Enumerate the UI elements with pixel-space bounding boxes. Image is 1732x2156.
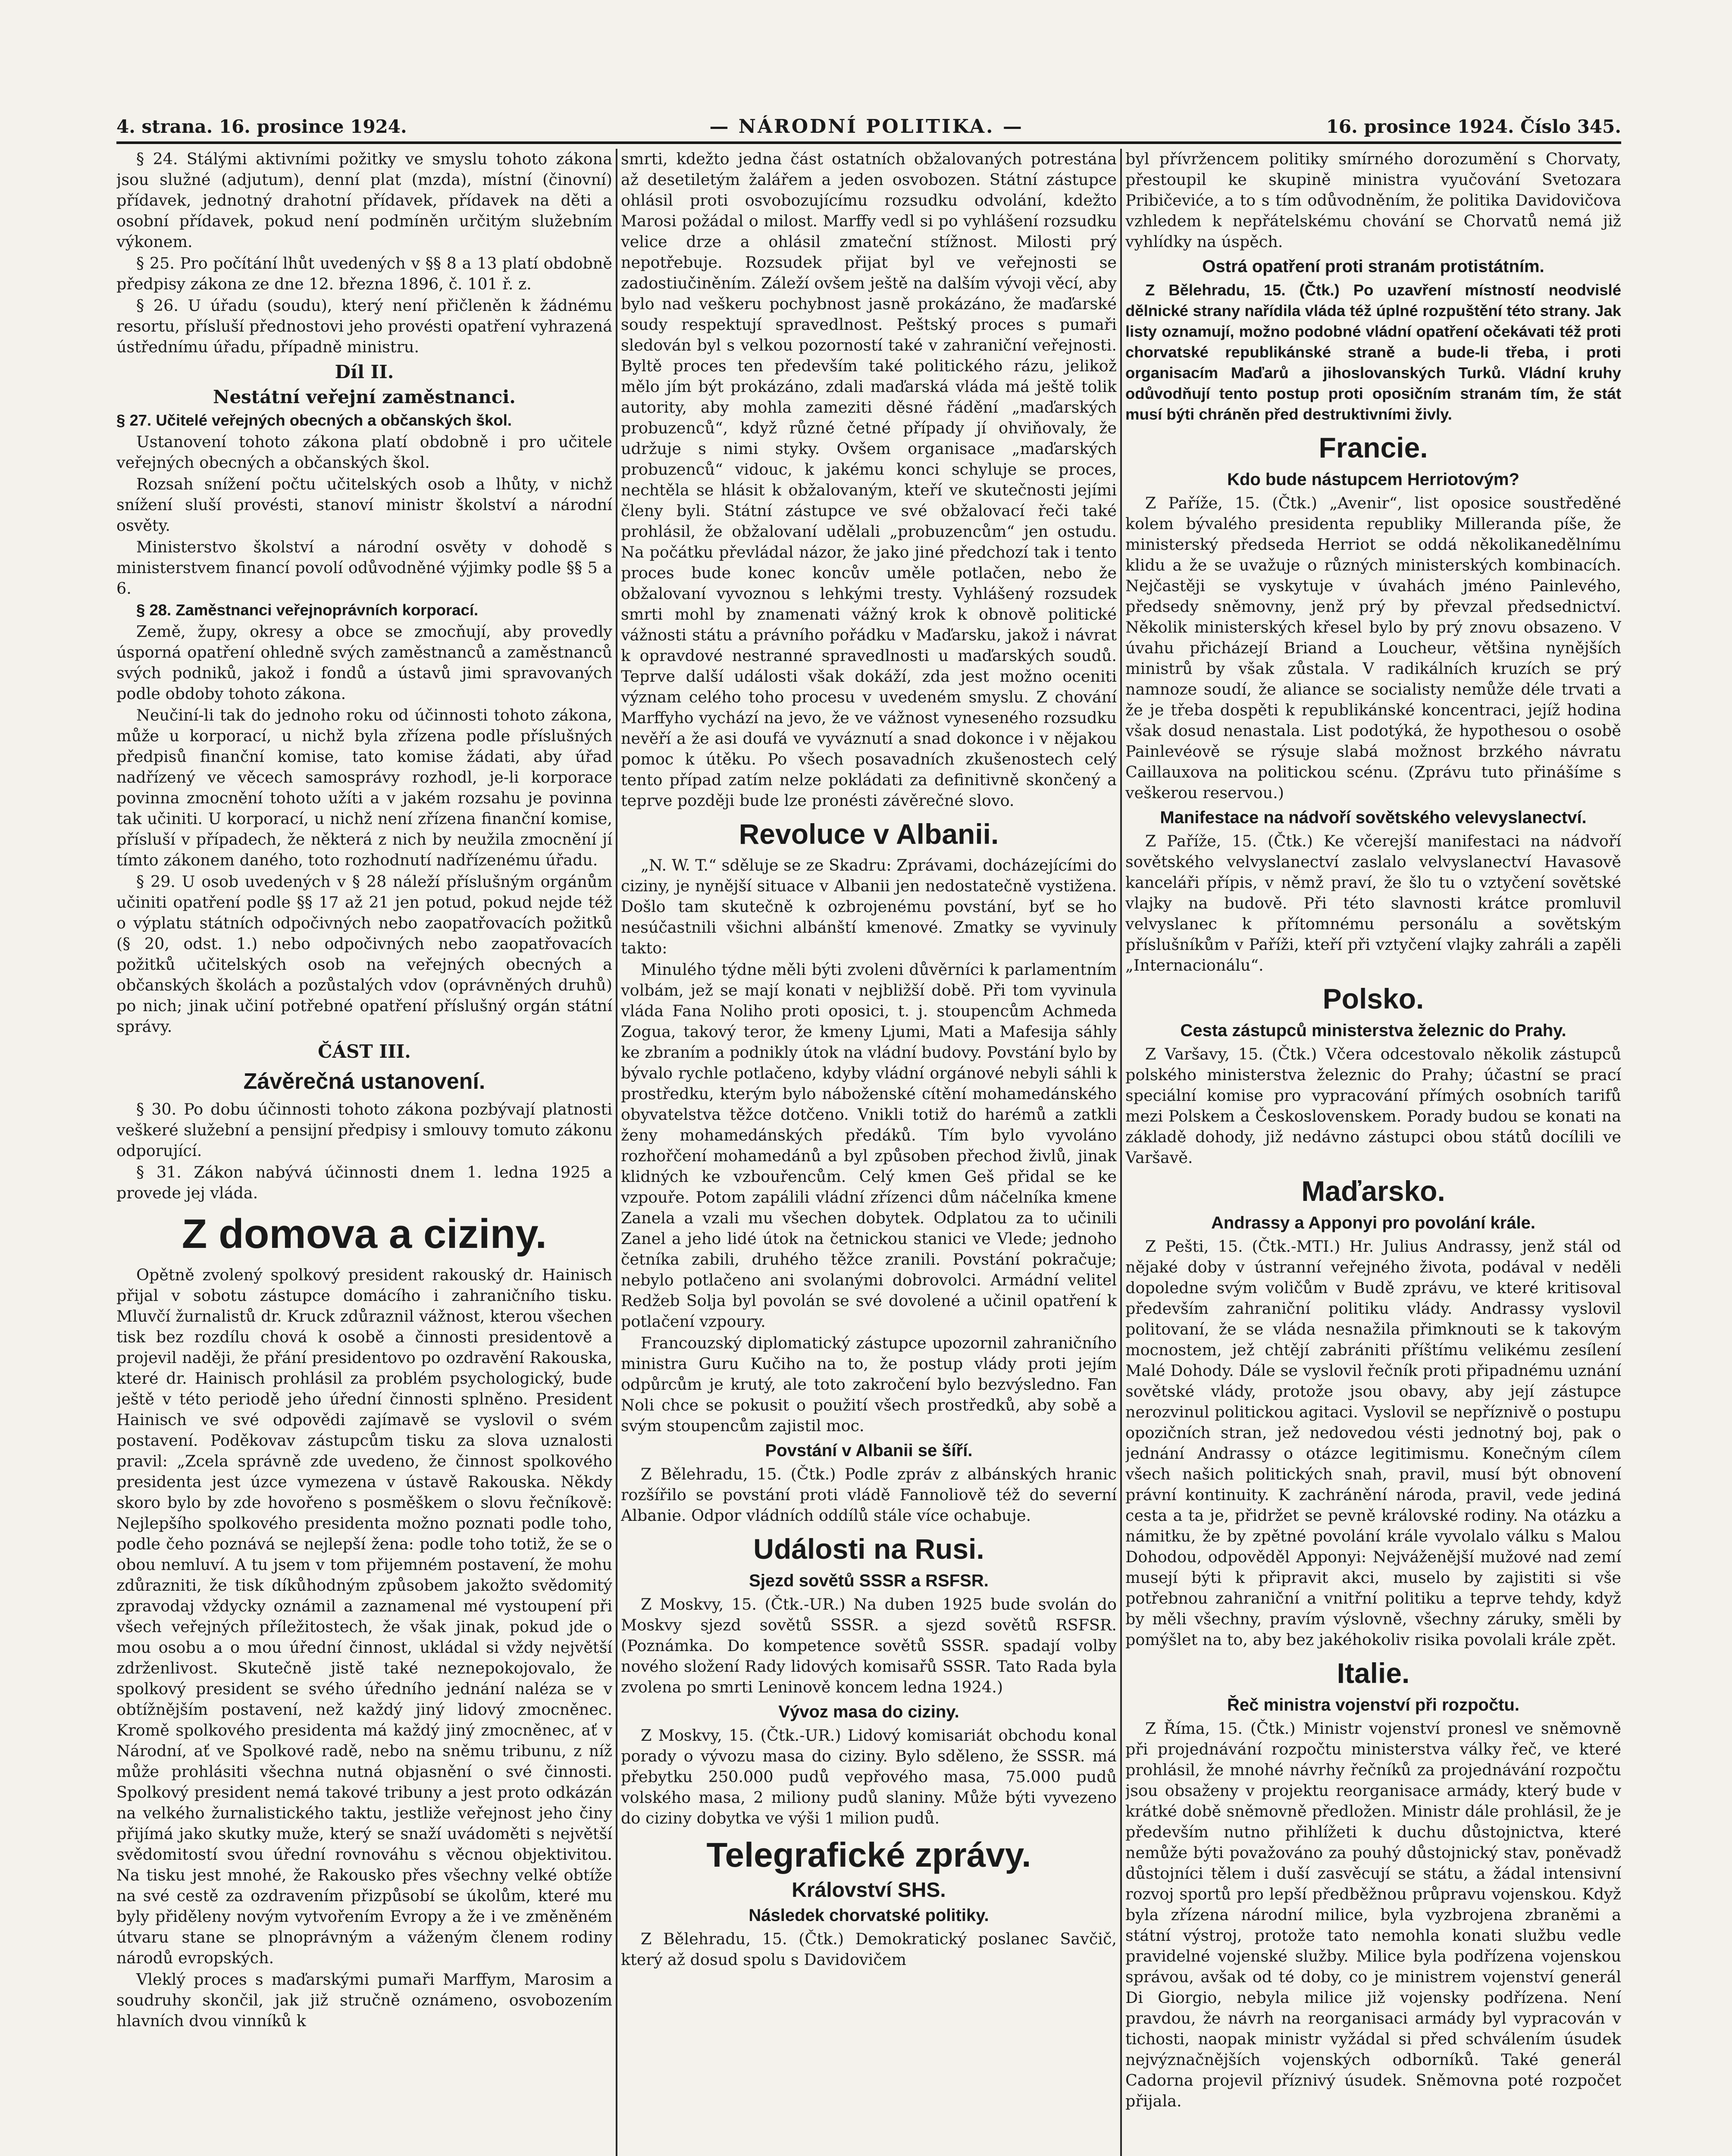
paragraph: Opětně zvolený spolkový president rakouský dr. Hainisch přijal v sobotu zástupce domácího i zahraničního tisku. Mluvčí žurnalistů dr. Kruck zdůraznil vážnost, kterou všechen tisk bez rozdílu chová k osobě a činnosti presidentově a projevil naději, že přání presidentovo po ozdravění Rakouska, které dr. Hainisch prohlásil za problém psychologický, bude ještě v této periodě jeho úřední činnosti splněno. President Hainisch ve své odpovědi zajímavě se vyslovil o svém postavení. Poděkovav zástupcům tisku za slova uznalosti pravil: „Zcela správně zde uvedeno, že činnost spolkového presidenta jest úzce vymezena v ústavě Rakouska. Někdy skoro bylo by zde hovořeno s posměškem o slovu řečníkově: Nejlepšího spolkového presidenta možno poznati podle toho, podle čeho poznává se nejlepší žena: podle toho totiž, že se o obou nemluví. A tu jsem v tom přijemném postavení, že mohu zdůrazniti, že tisk díkůhodným způsobem jakožto svědomitý zpravodaj vždycky oznámil a zaznamenal mé vystoupení při všech veřejných příležitostech, že však jinak, pokud jde o mou osobu a o mou úřední činnost, ukládal si vždy největší zdrženlivost. Skutečně jistě také neznepokojovalo, že spolkový president se svého úředního jednání naléza se v obtížnějším postavení, než každý jiný lidový zmocněnec. Kromě spolkového presidenta má každý jiný zmocněnec, ať v Národní, ať ve Spolkové radě, nebo na sněmu tribunu, z níž může prohlásiti všechna nutná objasnění o své činnosti. Spolkový president nemá takové tribuny a jest proto odkázán na velkého žurnalistického taktu, jestliže veřejnost jeho činy přijímá jako skutky muže, který se snaží uvádoměti s největší svědomitostí svou úřední rovnováhu s věcnou objektivitou. Na tisku jest mnohé, že Rakousko přes všechny velké obtíže na své cestě za ozdravením přizpůsobí se úkolům, které mu byly přiděleny novým vytvořením Evropy a že i ve změněném útvaru stane se plnoprávným a váženým členem rodiny národů evropských. <box>116 1266 612 1967</box>
paragraph: smrti, kdežto jedna část ostatních obžalovaných potrestána až desetiletým žalářem a jeden osvobozen. Státní zástupce ohlásil proti osvobozujícímu rozsudku odvolání, kdežto Marosi požádal o milost. Marffy vedl si po vyhlášení rozsudku velice drze a ohlásil zmateční stížnost. Milosti prý nepotřebuje. Rozsudek přijat byl ve veřejnosti se zadostiučiněním. Záleží ovšem ještě na dalším vývoji věcí, aby bylo nad veškeru pochybnost jasně prokázáno, že maďarské soudy respektují spravedlnost. Peštský proces s pumaři sledován byl s velkou pozorností také v zahraniční veřejnosti. Byltě proces ten především také politického rázu, jelikož mělo jím být prokázáno, zdali maďarská vláda má ještě tolik autority, aby mohla zameziti děsné řádění „maďarských probuzenců“, když různé četné případy jí ohviňovaly, že udržuje s nimi styky. Ovšem organisace „maďarských probuzenců“ vidouc, k jakému konci schyluje se proces, nechtěla se hlásit k obžalovaným, kteří ve skutečnosti jejími členy byli. Státní zástupce ve své obžalovací řeči také prohlásil, že obžalovaní udělali „probuzencům“ jen ostudu. Na počátku převládal názor, že jako jiné předchozí tak i tento proces bude konec koncův uměle potlačen, nebo že obžalovaní vyvoznou s lehkými tresty. Vyhlášený rozsudek smrti mohl by znamenati vážný krok k obnově politické vážnosti státu a právního pořádku v Maďarsku, jakož i návrat k opravdové nestranné spravedlnosti u maďarských soudů. Teprve další události však dokáží, zda jest možno oceniti význam celého toho procesu v uvedeném smyslu. Z chování Marffyho vychází na jevo, že ve vážnost vyneseného rozsudku nevěří a že asi doufá ve vyváznutí a snad dokonce i v nějakou pomoc k útěku. Po všech posavadních zkušenostech celý tento případ zatím nelze pokládati za definitivně skončený a teprve později bude lze pronésti závěrečné slovo. <box>621 150 1117 810</box>
paragraph: Z Moskvy, 15. (Čtk.-UR.) Lidový komisariát obchodu konal porady o vývozu masa do ciziny. Bylo sděleno, že SSSR. má přebytku 250.000 pudů vepřového masa, 75.000 pudů volského masa, 2 miliony pudů slaniny. Může býti vyvezeno do ciziny dobytka ve výši 1 milion pudů. <box>621 1726 1117 1827</box>
paragraph: Francouzský diplomatický zástupce upozornil zahraničního ministra Guru Kučiho na to, že postup vlády proti jejím odpůrcům je krutý, ale toto zakročení bylo bezvýsledno. Fan Noli chce se pokusit o použití všech prostředků, aby sobě a svým stoupencům zajistil moc. <box>621 1334 1117 1435</box>
paragraph: § 24. Stálými aktivními požitky ve smyslu tohoto zákona jsou služné (adjutum), denní plat (mzda), místní (činovní) přídavek, jednotný drahotní přídavek, přídavek na děti a osobní přídavek, pokud není podmíněn určitým služebním výkonem. <box>116 150 612 251</box>
section-heading: § 27. Učitelé veřejných obecných a občanských škol. <box>116 411 512 429</box>
paragraph: Neučiní-li tak do jednoho roku od účinnosti tohoto zákona, může u korporací, u nichž byla zřízena podle příslušných předpisů finanční komise, tato komise žádati, aby úřad nadřízený ve věcech samosprávy rozhodl, je-li korporace povinna zmocnění tohoto užíti a v jakém rozsahu je povinna tak učiniti. U korporací, u nichž není zřízena finanční komise, přísluší v případech, že některá z nich by neužila zmocnění jí tímto zákonem daného, toto rozhodnutí nadřízenému úřadu. <box>116 706 612 869</box>
paragraph: § 25. Pro počítání lhůt uvedených v §§ 8 a 13 platí obdobně předpisy zákona ze dne 12. března 1896, č. 101 ř. z. <box>116 254 612 293</box>
paragraph: Z Říma, 15. (Čtk.) Ministr vojenství pronesl ve sněmovně při projednávání rozpočtu ministerstva války řeč, ve které prohlásil, že mnohé návrhy řečníků za projednávání rozpočtu jsou obsaženy v projektu reorganisace armády, který bude v krátké době sněmovně předložen. Ministr dále prohlásil, že je především nutno přihlížeti k duchu důstojnictva, které nemůže býti považováno za pouhý důstojnický stav, poněvadž důstojníci tělem i duší zasvěcují se státu, a žádal intensivní rozvoj sportů pro lepší předběžnou průpravu vojenskou. Když byla zřízena národní milice, byla vyzbrojena zbraněmi a státní výstroj, protože tato nemohla konati službu vedle pravidelné vojenské služby. Milice byla podřízena vojenskou správou, avšak od té doby, co je ministrem vojenství generál Di Giorgio, nebyla milice již vojensky podřízena. Není pravdou, že návrh na reorganisaci armády byl vypracován v tichosti, naopak ministr vyžádal si před schválením úsudek nejvýznačnějších vojenských odborníků. Také generál Cadorna projevil příznivý úsudek. Sněmovna poté rozpočet přijala. <box>1125 1719 1621 2110</box>
paragraph: § 30. Po dobu účinnosti tohoto zákona pozbývají platnosti veškeré služební a pensijní předpisy i smlouvy tomuto zákonu odporující. <box>116 1100 612 1160</box>
paragraph: Minulého týdne měli býti zvoleni důvěrníci k parlamentním volbám, jež se mají konati v nejbližší době. Při tom vyvinula vláda Fana Noliho proti oposici, t. j. stoupencům Achmeda Zogua, takový teror, že kmeny Ljumi, Mati a Mafesija sáhly ke zbraním a podnikly útok na vládní budovy. Povstání bylo by bývalo rychle potlačeno, kdyby vládní orgánové nebyli sáhli k prostředku, kterým bylo náboženské cítění mohamedánského obyvatelstva těžce dotčeno. Vnikli totiž do harémů a zatkli ženy mohamedánských předáků. Tím bylo vyvoláno rozhořčení mohamedánů a byl způsoben přechod živlů, jinak klidných ke vzbouřencům. Celý kmen Geš přidal se ke vzpouře. Potom zapálili vládní zřízenci dům náčelníka kmene Zanela a vzali mu všechen dobytek. Odplatou za to učinili Zanel a jeho lidé útok na četnickou stanici ve Vlede; jednoho četníka zabili, druhého těžce zranili. Povstání pokračuje; nebylo potlačeno ani svolanými dobrovolci. Armádní velitel Redžeb Solja byl povolán se své dovolené a učinil opatření k potlačení vzpoury. <box>621 960 1117 1331</box>
paragraph: Z Bělehradu, 15. (Čtk.) Podle zpráv z albánských hranic rozšířilo se povstání proti vládě Fannoliově též do severní Albanie. Odpor vládních oddílů stále více ochabuje. <box>621 1465 1117 1525</box>
article-subtitle: Andrassy a Apponyi pro povolání krále. <box>1211 1213 1536 1232</box>
paragraph: Z Pešti, 15. (Čtk.-MTI.) Hr. Julius Andrassy, jenž stál od nějaké doby v ústranní veřejného života, podával v neděli dopoledne svým voličům v Budě zprávu, ve které kritisoval především zahraniční politiku vlády. Andrassy vyslovil politovaní, že se vláda nesnažila přimknouti se k takovým mocnostem, jež chtějí zabrániti příštímu velikému zesílení Malé Dohody. Dále se vyslovil řečník proti připadnému uznání sovětské vlády, protože jsou obavy, aby její zástupce nerozvinul politickou agitaci. Vyslovil se nepříznivě o postupu opozičních stran, jež nedovedou vésti jednotný boj, pak o jednání Andrassy o otázce legitimismu. Konečným cílem všech našich politických snah, pravil, musí být obnovení právní kontinuity. K zachránění národa, pravil, vede jediná cesta a ta je, přidržet se pevně královské rodiny. Na otázku a námitku, že by zpětné povolání krále vyvolalo válku s Malou Dohodou, odpověděl Apponyi: Nejváženější mužové nad zemí musejí býti k připravit akci, muselo by zajistiti si vše potřebnou zahraniční a vnitřní politiku a teprve tehdy, když by měli všechny, pravím výslovně, všechny záruky, směli by pomýšlet na to, aby bez jakéhokoliv risika povolali krále zpět. <box>1125 1237 1621 1649</box>
section-title: Z domova a ciziny. <box>182 1211 547 1257</box>
article-title: Maďarsko. <box>1301 1175 1445 1207</box>
paragraph: Z Moskvy, 15. (Čtk.-UR.) Na duben 1925 bude svolán do Moskvy sjezd sovětů SSSR. a sjezd sovětů RSFSR. (Poznámka. Do kompetence sovětů SSSR. spadají volby nového složení Rady lidových komisařů SSSR. Tato Rada byla zvolena po smrti Leninově koncem ledna 1924.) <box>621 1595 1117 1696</box>
column-2 <box>621 149 1117 2156</box>
paragraph: Z Bělehradu, 15. (Čtk.) Po uzavření místností neodvislé dělnické strany nařídila vláda též úplné rozpuštění této strany. Jak listy oznamují, možno podobné vládní opatření očekávati též proti chorvatské republikánské straně a bude-li třeba, i proti organisacím Maďarů a jihoslovanských Turků. Vládní kruhy odůvodňují tento postup proti oposičním stranám tím, že stát musí býti chráněn před destruktivními živly. <box>1125 281 1621 423</box>
article-subtitle: Následek chorvatské politiky. <box>749 1906 989 1925</box>
article-subtitle: Manifestace na nádvoří sovětského velevyslanectví. <box>1160 808 1587 827</box>
paragraph: Ustanovení tohoto zákona platí obdobně i pro učitele veřejných obecných a občanských škol. <box>116 432 612 472</box>
article-title: Francie. <box>1319 432 1428 464</box>
paragraph: § 31. Zákon nabývá účinnosti dnem 1. ledna 1925 a provede jej vláda. <box>116 1163 612 1202</box>
part-title: Závěrečná ustanovení. <box>243 1069 485 1094</box>
paragraph: § 26. U úřadu (soudu), který není přičleněn k žádnému resortu, přísluší přednostovi jeho provésti opatření vyhrazená ústřednímu úřadu, případně ministru. <box>116 296 612 356</box>
article-subtitle: Království SHS. <box>792 1879 946 1902</box>
paragraph: Ministerstvo školství a národní osvěty v dohodě s ministerstvem financí povolí odůvodněné výjimky podle §§ 5 a 6. <box>116 538 612 598</box>
article-title: Události na Rusi. <box>753 1533 984 1565</box>
section-heading: § 28. Zaměstnanci veřejnoprávních korporací. <box>136 601 479 619</box>
paragraph: § 29. U osob uvedených v § 28 náleží příslušným orgánům učiniti opatření podle §§ 17 až 21 jen potud, pokud nejde též o výplatu státních odpočivných nebo zaopatřovacích požitků (§ 20, odst. 1.) nebo odpočivných nebo zaopatřovacích požitků učitelských osob na veřejných obecných a občanských školách a pozůstalých vdov (oprávněných druhů) po nich; jinak učiní potřebné opatření příslušný orgán státní správy. <box>116 872 612 1036</box>
column-1 <box>116 149 612 2156</box>
article-subtitle: Řeč ministra vojenství při rozpočtu. <box>1227 1695 1519 1714</box>
paragraph: Z Paříže, 15. (Čtk.) Ke včerejší manifestaci na nádvoří sovětského velvyslanectví zaslalo velvyslanectví Havasově kanceláři přípis, v němž praví, že šlo tu o vztyčení sovětské vlajky na budově. Při této slavnosti krátce promluvil velvyslanec k přítomnému personálu a sovětským příslušníkům v Paříži, kteří při vztyčení vlajky zahráli a zapěli „Internacionálu“. <box>1125 832 1621 975</box>
article-subtitle: Cesta zástupců ministerstva železnic do Prahy. <box>1180 1021 1566 1040</box>
article-subtitle: Povstání v Albanii se šíří. <box>765 1441 973 1460</box>
section-title: Telegrafické zprávy. <box>706 1836 1031 1874</box>
article-subtitle: Vývoz masa do ciziny. <box>778 1702 959 1721</box>
paragraph: Z Varšavy, 15. (Čtk.) Včera odcestovalo několik zástupců polského ministerstva železnic do Prahy; účastní se prací speciální komise pro vypracování přímých osobních tarifů mezi Polskem a Československem. Porady budou se konati na základě dohody, již nedávno zástupci obou států docílili ve Varšavě. <box>1125 1045 1621 1167</box>
paragraph: byl přívržencem politiky smírného dorozumění s Chorvaty, přestoupil ke skupině ministra vyučování Svetozara Pribičeviće, a to s tím odůvodněním, že politika Davidovičova vzhledem k nepřátelskému chování se Chorvatů nemá již vyhlídky na úspěch. <box>1125 150 1621 251</box>
column-rule <box>616 149 617 2156</box>
paragraph: Vleklý proces s maďarskými pumaři Marffym, Marosim a soudruhy skončil, jak již stručně oznámeno, osvobozením hlavních dvou vinníků k <box>116 1970 612 2030</box>
header-right: 16. prosince 1924. Číslo 345. <box>1326 116 1621 137</box>
paragraph: Země, župy, okresy a obce se zmocňují, aby provedly úsporná opatření ohledně svých zaměstnanců a zaměstnanců svých podniků, jakož i fondů a ústavů jimi spravovaných podle obdoby tohoto zákona. <box>116 622 612 703</box>
paragraph: Z Bělehradu, 15. (Čtk.) Demokratický poslanec Savčič, který až dosud spolu s Davidovičem <box>621 1930 1117 1969</box>
article-title: Revoluce v Albanii. <box>739 818 999 850</box>
article-subtitle: Ostrá opatření proti stranám protistátním. <box>1202 257 1544 276</box>
part-heading: ČÁST III. <box>318 1041 411 1062</box>
part-heading: Díl II. <box>335 361 394 382</box>
part-title: Nestátní veřejní zaměstnanci. <box>213 386 516 407</box>
article-title: Polsko. <box>1322 983 1424 1015</box>
column-rule <box>1120 149 1122 2156</box>
masthead: — NÁRODNÍ POLITIKA. — <box>709 115 1024 138</box>
header-rule <box>116 141 1621 144</box>
running-head <box>116 111 1621 141</box>
article-title: Italie. <box>1337 1657 1410 1689</box>
paragraph: Rozsah snížení počtu učitelských osob a lhůty, v nichž snížení sluší provésti, stanoví ministr školství a národní osvěty. <box>116 475 612 535</box>
column-3 <box>1125 149 1621 2156</box>
paragraph: „N. W. T.“ sděluje se ze Skadru: Zprávami, docházejícími do ciziny, je nynější situace v Albanii jen nedostatečně vystižena. Došlo tam skutečně k ozbrojenému povstání, byť se ho nesúčastnili všichni albánští kmenové. Zmatky se vyvinuly takto: <box>621 856 1117 957</box>
header-left: 4. strana. 16. prosince 1924. <box>116 116 407 137</box>
article-subtitle: Kdo bude nástupcem Herriotovým? <box>1227 470 1519 489</box>
article-subtitle: Sjezd sovětů SSSR a RSFSR. <box>749 1571 989 1590</box>
paragraph: Z Paříže, 15. (Čtk.) „Avenir“, list oposice soustředěné kolem bývalého presidenta republiky Milleranda píše, že ministerský předseda Herriot se oddá několikanedělnímu klidu a že se uvažuje o různých ministerských kombinacích. Nejčastěji se vyskytuje v úvahách jméno Painlevého, předsedy sněmovny, jenž prý by převzal předsednictví. Několik ministerských křesel bylo by prý znovu obsazeno. V úvahu přicházejí Briand a Loucheur, většina nynějších ministrů by však zůstala. V radikálních kruzích se prý namnoze soudí, že aliance se socialisty nemůže déle trvati a že je třeba dospěti k republikánské koncentraci, jejíž hodina však dosud nenastala. List podotýká, že hypothesou o osobě Painlevéově se rýsuje slabá možnost brzkého návratu Caillauxova na politickou scénu. (Zprávu tuto přinášíme s veškerou reservou.) <box>1125 494 1621 802</box>
